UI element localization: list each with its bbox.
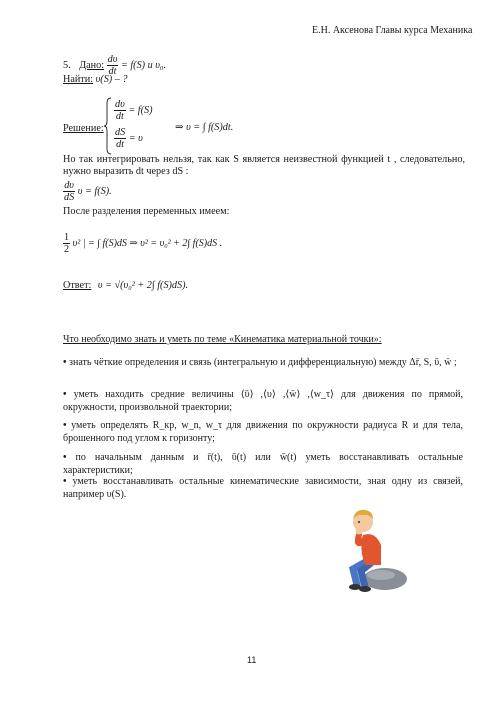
bullet-icon: • bbox=[63, 357, 67, 368]
answer-expr: υ = √(υ₀² + 2∫ f(S)dS). bbox=[97, 280, 189, 291]
page-number: 11 bbox=[247, 655, 257, 665]
bullet-icon: • bbox=[63, 452, 67, 463]
list-item-2: • уметь находить средние величины ⟨ῡ⟩ ,⟨υ⟩ ,⟨w̄⟩ ,⟨w_τ⟩ для движения по прямой, окружности, произвольной траектории; bbox=[63, 389, 464, 413]
running-header: Е.Н. Аксенова Главы курса Механика bbox=[312, 25, 473, 36]
dvds-equation: $\frac{d\upsilon}{dS}$ υ = f(S). bbox=[64, 180, 112, 203]
answer-label: Ответ: bbox=[63, 280, 92, 291]
list-item-5: • уметь восстанавливать остальные кинематические зависимости, зная одну из связей, например υ(S). bbox=[63, 476, 464, 500]
system-bottom: $\frac{dS}{dt}$ = υ bbox=[115, 127, 143, 150]
thinking-boy-illustration bbox=[335, 505, 413, 593]
given-sub: 0 bbox=[159, 64, 164, 72]
system-brace bbox=[104, 97, 112, 155]
given-label: Дано: bbox=[79, 59, 105, 71]
list-item-1: • знать чёткие определения и связь (интегральную и дифференциальную) между Δr̄, S, ῡ, w̄ ; bbox=[63, 357, 457, 368]
find-label: Найти: bbox=[63, 74, 94, 85]
given-den: dt bbox=[108, 66, 117, 77]
given-tail: = f(S) и υ bbox=[120, 59, 160, 71]
problem-number: 5. bbox=[63, 59, 71, 71]
system-top: $\frac{d\upsilon}{dt}$ = f(S) bbox=[115, 99, 153, 122]
find-expr: υ(S) – ? bbox=[95, 74, 128, 85]
bullet-icon: • bbox=[63, 476, 67, 487]
given-line: 5. Дано: $\frac{d\upsilon}{dt}$ = f(S) и $\upsilon_0$. bbox=[63, 54, 166, 77]
paragraph-2: После разделения переменных имеем: bbox=[63, 206, 230, 217]
list-item-3: • уметь определять R_кр, w_n, w_τ для движения по окружности радиуса R и для тела, брошенного под углом к горизонту; bbox=[63, 420, 463, 444]
integral-equation: $\frac{1}{2}$ υ² | = ∫ f(S)dS ⇒ υ² = υ₀² + 2∫ f(S)dS . bbox=[64, 232, 223, 255]
answer-line bbox=[63, 280, 188, 292]
paragraph-1: Но так интегрировать нельзя, так как S является неизвестной функцией t , следовательно, нужно выразить dt через dS : bbox=[63, 154, 465, 177]
implies-expression: ⇒ υ = ∫ f(S)dt. bbox=[175, 122, 234, 133]
list-item-4: • по начальным данным и r̄(t), ῡ(t) или w̄(t) уметь восстанавливать остальные характеристики; bbox=[63, 452, 463, 476]
topic-heading: Что необходимо знать и уметь по теме «Кинематика материальной точки»: bbox=[63, 334, 382, 345]
bullet-icon: • bbox=[63, 420, 67, 431]
find-line bbox=[63, 74, 127, 86]
given-num: dυ bbox=[107, 54, 118, 65]
solution-label: Решение: bbox=[63, 123, 104, 134]
bullet-icon: • bbox=[63, 389, 67, 400]
